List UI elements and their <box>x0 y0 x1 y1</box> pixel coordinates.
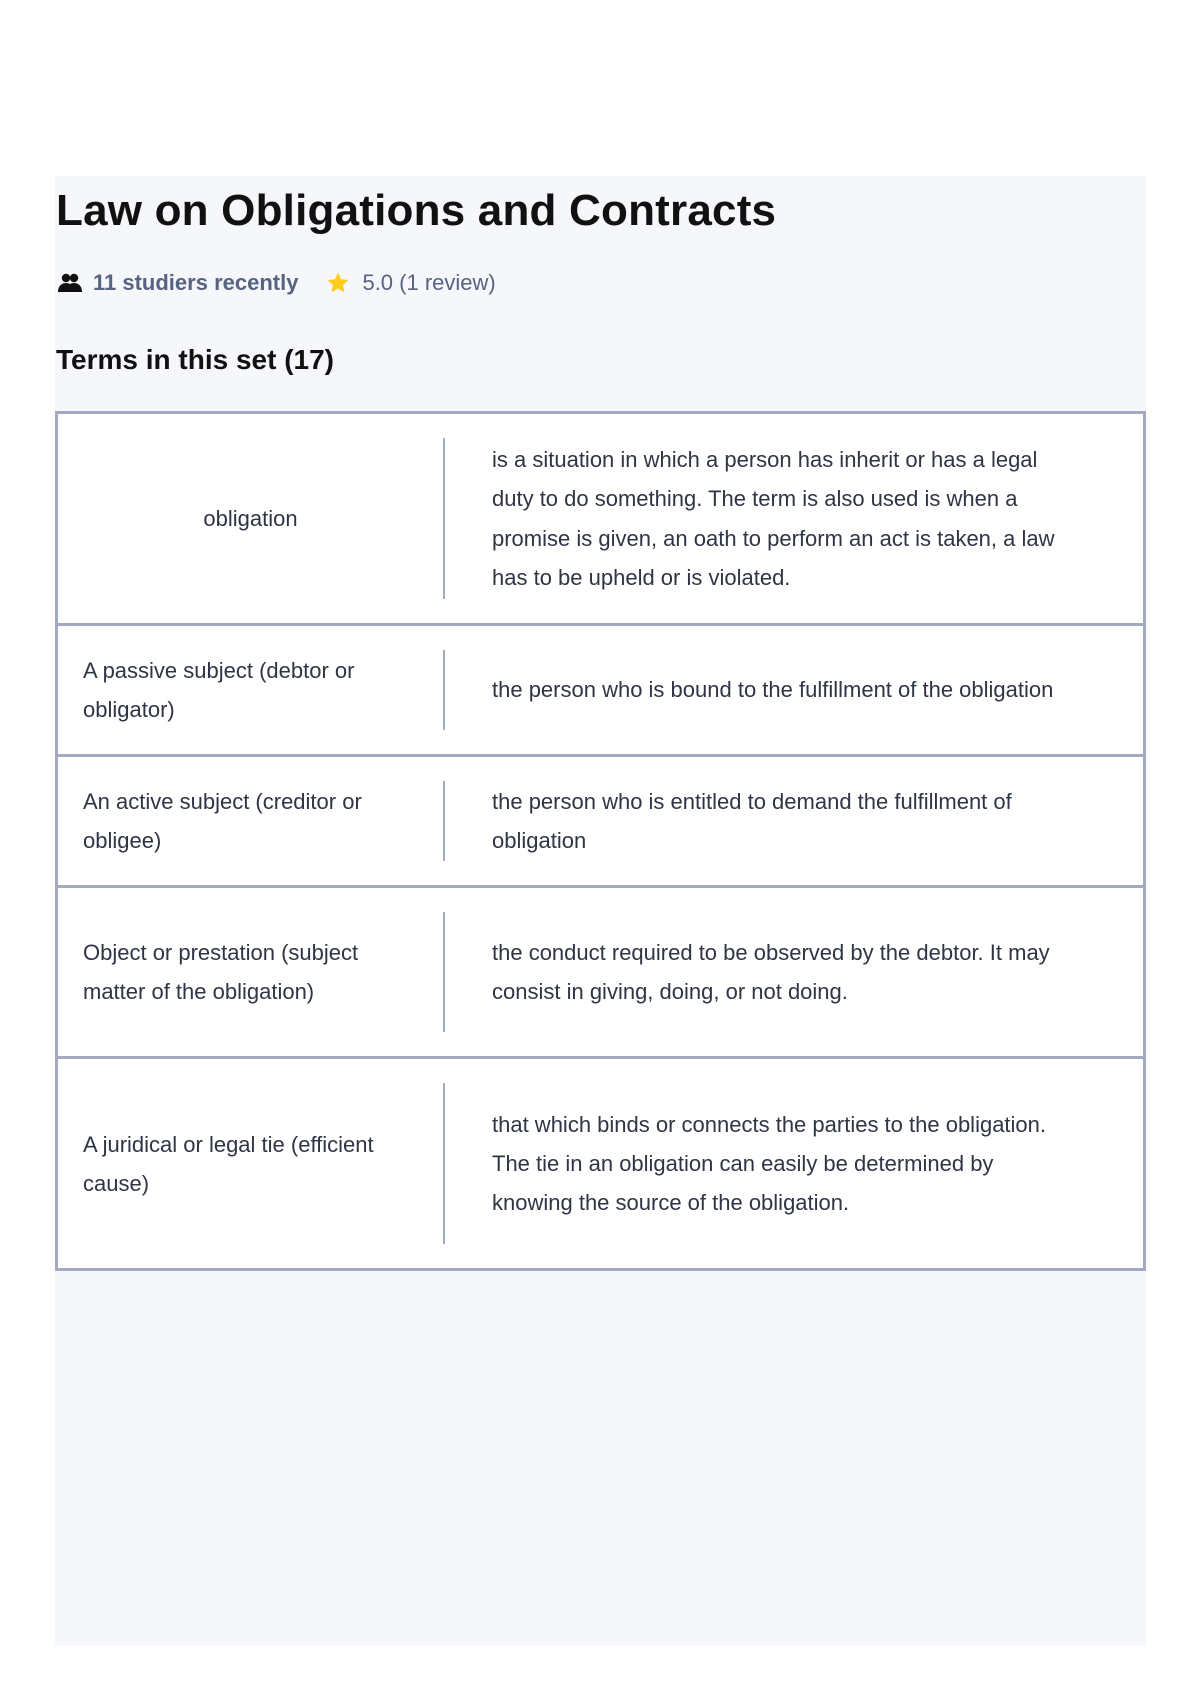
people-icon <box>57 271 83 295</box>
term-word: A juridical or legal tie (efficient cause) <box>83 1131 374 1196</box>
term-word: Object or prestation (subject matter of the obligation) <box>83 940 359 1004</box>
term-word: An active subject (creditor or obligee) <box>83 789 362 853</box>
term-definition: is a situation in which a person has inherit or has a legal duty to do something. The term is also used is when a promise is given, an oath to perform an act is taken, a law has to be upheld or is violated. <box>492 446 1055 590</box>
terms-heading: Terms in this set (17) <box>56 344 335 375</box>
term-word: obligation <box>203 506 298 531</box>
term-word: A passive subject (debtor or obligator) <box>83 658 355 722</box>
study-set-page <box>55 176 1146 1646</box>
term-row <box>55 411 1146 623</box>
term-definition: the conduct required to be observed by the debtor. It may consist in giving, doing, or not doing. <box>492 939 1050 1004</box>
term-definition: the person who is bound to the fulfillment of the obligation <box>492 677 1054 703</box>
star-icon <box>326 271 350 295</box>
rating-text[interactable]: 5.0 (1 review) <box>362 270 496 295</box>
set-meta <box>57 268 496 298</box>
term-row <box>55 1056 1146 1268</box>
terms-list <box>55 411 1146 1271</box>
term-definition: that which binds or connects the parties to the obligation. The tie in an obligation can easily be determined by knowing the source of the obligation. <box>492 1111 1047 1216</box>
term-row <box>55 754 1146 885</box>
studiers-count: 11 studiers recently <box>93 270 299 295</box>
term-row <box>55 623 1146 754</box>
set-title: Law on Obligations and Contracts <box>56 186 777 235</box>
term-definition: the person who is entitled to demand the fulfillment of obligation <box>492 788 1012 853</box>
term-row <box>55 885 1146 1056</box>
